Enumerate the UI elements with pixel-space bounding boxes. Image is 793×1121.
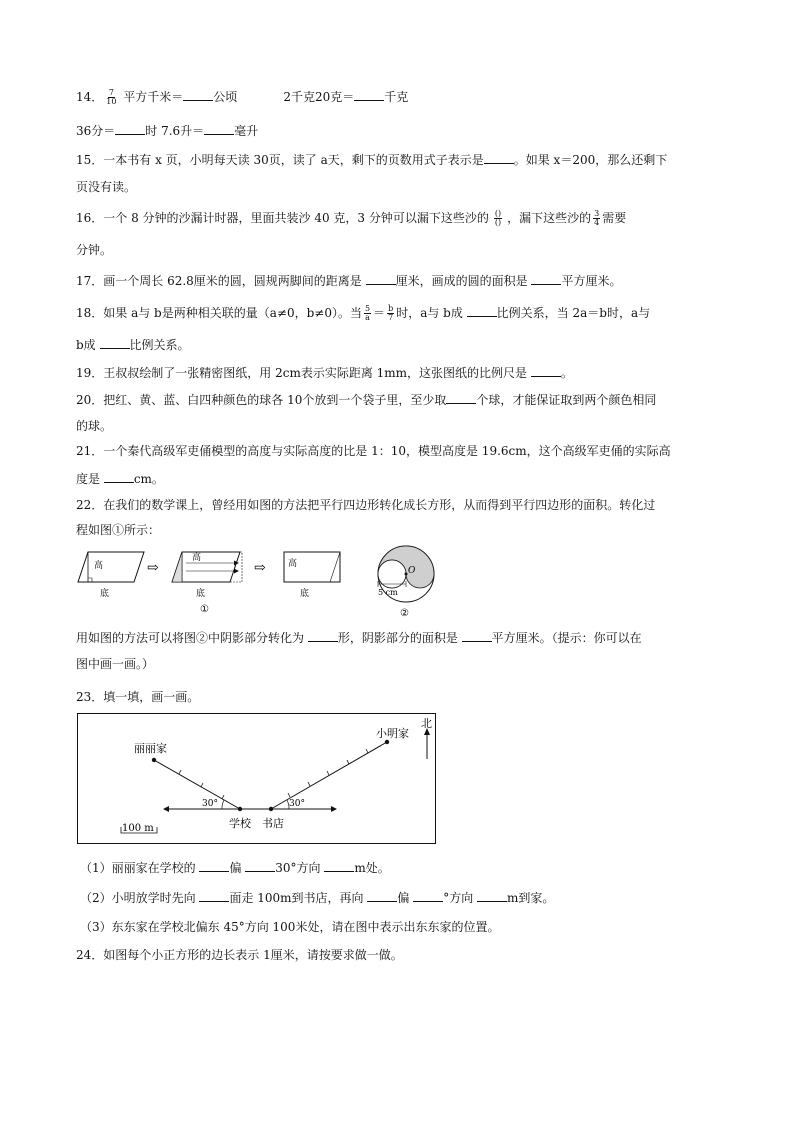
question-22-line4: 图中画一画。） xyxy=(76,657,155,671)
answer-blank[interactable] xyxy=(199,859,229,872)
question-22-line2: 程如图①所示： xyxy=(76,523,161,537)
direction-map xyxy=(77,713,437,845)
figure-circle-shaded xyxy=(364,544,448,620)
question-14-continued: 36分＝ 时 7.6升＝ 毫升 xyxy=(76,124,259,138)
question-17: 17．画一个周长 62.8厘米的圆，圆规两脚间的距离是 厘米，画成的圆的面积是 平方厘米。 xyxy=(76,274,622,288)
question-23: 23．填一填，画一画。 xyxy=(76,690,200,704)
lili-home-label: 丽丽家 xyxy=(134,742,167,755)
question-14: 14． $\frac{7}{10}$ 平方千米＝ 公顷 2千克20克＝ 千克 xyxy=(76,88,409,106)
answer-blank[interactable] xyxy=(354,88,384,101)
answer-blank[interactable] xyxy=(413,889,443,902)
svg-text:⇨: ⇨ xyxy=(254,560,266,576)
answer-blank[interactable] xyxy=(467,304,497,317)
answer-blank[interactable] xyxy=(183,88,213,101)
answer-blank[interactable] xyxy=(446,391,476,404)
store-point xyxy=(269,807,273,811)
answer-blank[interactable] xyxy=(531,364,561,377)
question-18-line2: b成 比例关系。 xyxy=(76,338,190,352)
base-label: 底 xyxy=(100,589,110,599)
lili-home-point xyxy=(152,758,156,762)
north-label: 北 xyxy=(421,717,432,730)
height-label: 高 xyxy=(94,561,104,571)
answer-blank[interactable] xyxy=(477,889,507,902)
figure-1-label: ① xyxy=(200,604,209,615)
scale-label: 100 m xyxy=(122,823,154,834)
question-15: 15．一本书有 x 页，小明每天读 30页，读了 a天，剩下的页数用式子表示是 。如果 x＝200，那么还剩下 xyxy=(76,153,668,167)
length-label: 5 cm xyxy=(378,588,398,597)
store-label: 书店 xyxy=(262,817,284,830)
question-20-line2: 的球。 xyxy=(76,419,113,433)
question-23-part3: （3）东东家在学校北偏东 45°方向 100米处，请在图中表示出东东家的位置。 xyxy=(80,920,500,934)
answer-blank[interactable] xyxy=(308,629,338,642)
transform-arrow: ⇨ xyxy=(147,560,159,576)
answer-blank[interactable] xyxy=(104,470,134,483)
question-23-part2: （2）小明放学时先向 面走 100m到书店，再向 偏 °方向 m到家。 xyxy=(80,891,555,905)
answer-blank[interactable] xyxy=(531,272,561,285)
answer-blank[interactable] xyxy=(484,151,514,164)
question-15-line2: 页没有读。 xyxy=(76,180,137,194)
cut-triangle xyxy=(172,552,182,582)
fraction: $\frac{3}{4}$ xyxy=(594,209,600,227)
answer-blank[interactable] xyxy=(199,889,229,902)
question-20: 20．把红、黄、蓝、白四种颜色的球各 10个放到一个袋子里，至少取 个球，才能保证取到两个颜色相同 xyxy=(76,393,657,407)
answer-blank[interactable] xyxy=(204,122,234,135)
figure-2-label: ② xyxy=(400,608,409,619)
fraction-blank[interactable]: $\frac{()}{()}$ xyxy=(494,209,502,227)
figure-parallelogram-transform xyxy=(74,546,374,618)
answer-blank[interactable] xyxy=(245,859,275,872)
question-22: 22．在我们的数学课上，曾经用如图的方法把平行四边形转化成长方形，从而得到平行四边形的面积。转化过 xyxy=(76,498,656,512)
fraction: $\frac{b}{7}$ xyxy=(388,304,394,322)
answer-blank[interactable] xyxy=(462,629,492,642)
svg-text:底: 底 xyxy=(196,589,206,599)
school-label: 学校 xyxy=(229,817,251,830)
school-point xyxy=(238,807,242,811)
center-label: O xyxy=(408,566,416,576)
svg-text:底: 底 xyxy=(300,589,310,599)
answer-blank[interactable] xyxy=(366,272,396,285)
route-school-lili xyxy=(154,760,240,809)
answer-blank[interactable] xyxy=(100,336,130,349)
question-19: 19．王叔叔绘制了一张精密图纸，用 2cm表示实际距离 1mm，这张图纸的比例尺是 。 xyxy=(76,366,573,380)
fraction: $\frac{5}{a}$ xyxy=(364,304,371,322)
xiaoming-home-point xyxy=(385,740,389,744)
question-21: 21．一个秦代高级军吏俑模型的高度与实际高度的比是 1：10，模型高度是 19.6cm，这个高级军吏俑的实际高 xyxy=(76,444,671,458)
svg-text:高: 高 xyxy=(288,559,298,569)
question-21-line2: 度是 cm。 xyxy=(76,472,164,486)
question-22-line3: 用如图的方法可以将图②中阴影部分转化为 形，阴影部分的面积是 平方厘米。（提示：你可以在 xyxy=(76,631,642,645)
angle-label-west: 30° xyxy=(202,799,218,809)
svg-text:高: 高 xyxy=(192,553,202,563)
question-18: 18．如果 a与 b是两种相关联的量（a≠0，b≠0）。当 $\frac{5}{a}$ ＝ $\frac{b}{7}$ 时，a与 b成 比例关系，当 2a＝b时，a与 xyxy=(76,304,651,322)
answer-blank[interactable] xyxy=(115,122,145,135)
angle-label-east: 30° xyxy=(289,799,305,809)
question-16: 16．一个 8 分钟的沙漏计时器，里面共装沙 40 克，3 分钟可以漏下这些沙的 $\frac{()}{()}$ ，漏下这些沙的 $\frac{3}{4}$ 需要 xyxy=(76,209,627,227)
answer-blank[interactable] xyxy=(324,859,354,872)
fraction: $\frac{7}{10}$ xyxy=(106,88,117,106)
xiaoming-home-label: 小明家 xyxy=(376,727,409,740)
answer-blank[interactable] xyxy=(367,889,397,902)
question-24: 24．如图每个小正方形的边长表示 1厘米，请按要求做一做。 xyxy=(76,948,403,962)
question-23-part1: （1）丽丽家在学校的 偏 30°方向 m处。 xyxy=(80,861,390,875)
question-16-line2: 分钟。 xyxy=(76,243,113,257)
